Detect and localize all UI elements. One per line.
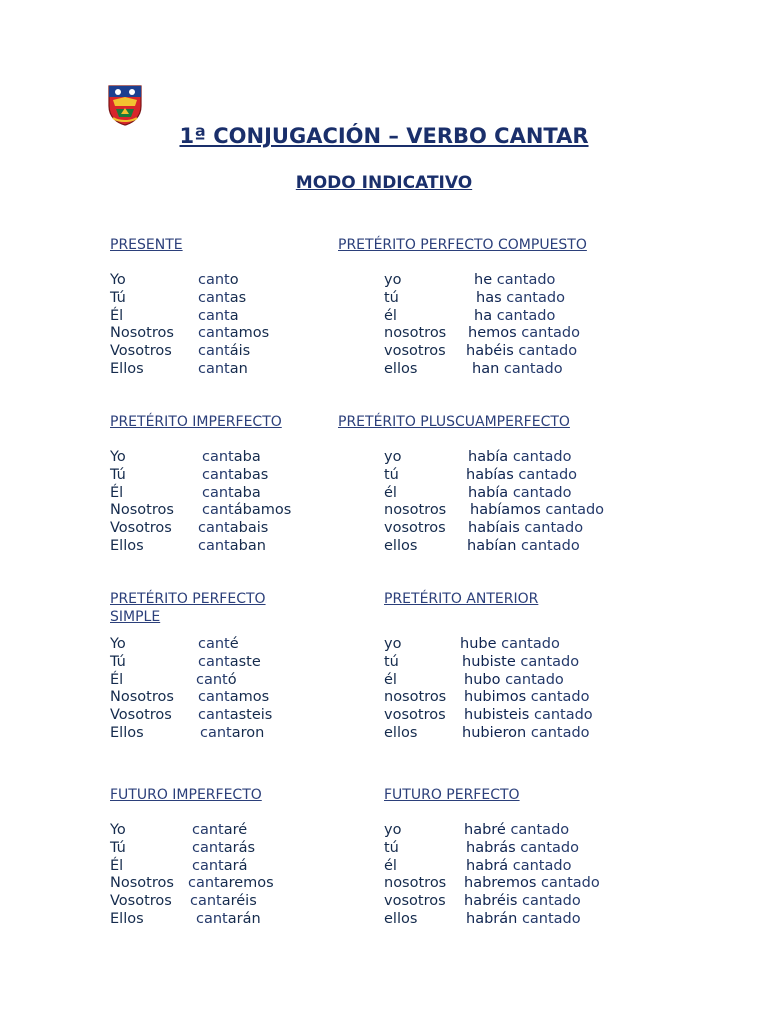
conjugation-row xyxy=(384,689,684,707)
verb-stem: cant xyxy=(200,724,232,741)
conjugation-row xyxy=(384,654,684,672)
participle: cantado xyxy=(521,537,580,554)
conjugation-row xyxy=(384,538,668,556)
verb-stem: cant xyxy=(192,822,224,838)
verb-ending: amos xyxy=(229,689,270,706)
verb-ending: arás xyxy=(223,839,256,856)
participle: cantado xyxy=(545,502,605,519)
participle: cantado xyxy=(530,724,590,741)
verb-stem: cant xyxy=(198,289,230,306)
section-title: FUTURO IMPERFECTO xyxy=(110,787,262,803)
auxiliary-verb: hubiste xyxy=(462,653,516,670)
verb-ending: aba xyxy=(233,484,261,501)
verb-stem: cant xyxy=(198,272,230,288)
auxiliary-verb: habíamos xyxy=(470,502,541,519)
auxiliary-verb: habíais xyxy=(468,520,520,537)
auxiliary-verb: habrá xyxy=(466,857,509,874)
verb-stem: cant xyxy=(188,875,220,892)
pronoun: ellos xyxy=(384,360,418,377)
participle: cantado xyxy=(541,875,600,892)
verb-stem: cant xyxy=(190,893,222,910)
pronoun: yo xyxy=(384,636,402,652)
conjugation-row xyxy=(384,822,684,840)
verb-stem: cant xyxy=(198,689,230,706)
conjugation-row xyxy=(384,502,668,520)
participle: cantado xyxy=(496,307,556,324)
section-title: PRESENTE xyxy=(110,237,183,253)
verb-stem: cant xyxy=(202,484,234,501)
section-title-line2: SIMPLE xyxy=(110,609,161,625)
verb-stem: cant xyxy=(198,636,230,652)
verb-ending: aréis xyxy=(221,893,257,910)
verb-ending: aban xyxy=(229,537,266,554)
verb-ending: as xyxy=(229,289,247,306)
pronoun: nosotros xyxy=(384,875,447,892)
section-title: PRETÉRITO PLUSCUAMPERFECTO xyxy=(338,414,570,430)
verb-ending: aré xyxy=(223,822,248,838)
section-preterito-perfecto-compuesto xyxy=(338,236,668,379)
conjugation-row xyxy=(384,520,668,538)
verb-stem: cant xyxy=(202,466,234,483)
verb-ending: ará xyxy=(223,857,248,874)
auxiliary-verb: habían xyxy=(467,537,517,554)
pronoun: nosotros xyxy=(384,325,447,342)
verb-ending: ábamos xyxy=(233,502,292,519)
participle: cantado xyxy=(512,449,572,465)
conjugation-row xyxy=(384,485,668,503)
auxiliary-verb: hemos xyxy=(468,325,517,342)
pronoun: tú xyxy=(384,466,399,483)
verb-ending: amos xyxy=(229,325,270,342)
conjugation-row xyxy=(384,467,668,485)
pronoun: Yo xyxy=(110,272,126,288)
participle: cantado xyxy=(533,707,593,724)
pronoun: tú xyxy=(384,289,399,306)
pronoun: Ellos xyxy=(110,360,144,377)
auxiliary-verb: hubisteis xyxy=(464,707,530,724)
verb-ending: arán xyxy=(227,910,261,927)
pronoun: Él xyxy=(110,671,124,688)
verb-ending: é xyxy=(229,636,239,652)
section-title: PRETÉRITO ANTERIOR xyxy=(384,591,539,607)
pronoun: yo xyxy=(384,822,402,838)
pronoun: Nosotros xyxy=(110,325,174,342)
conjugation-row xyxy=(384,636,684,654)
pronoun: él xyxy=(384,484,397,501)
participle: cantado xyxy=(503,360,563,377)
participle: cantado xyxy=(521,325,580,342)
pronoun: nosotros xyxy=(384,502,447,519)
pronoun: ellos xyxy=(384,537,418,554)
pronoun: ellos xyxy=(384,910,418,927)
verb-stem: cant xyxy=(192,857,224,874)
participle: cantado xyxy=(524,520,584,537)
auxiliary-verb: había xyxy=(468,449,509,465)
pronoun: ellos xyxy=(384,724,418,741)
pronoun: Ellos xyxy=(110,724,144,741)
pronoun: él xyxy=(384,307,397,324)
pronoun: tú xyxy=(384,839,399,856)
page-title: 1ª CONJUGACIÓN – VERBO CANTAR xyxy=(179,124,589,148)
verb-ending: abais xyxy=(229,520,269,537)
pronoun: Él xyxy=(110,307,124,324)
pronoun: Nosotros xyxy=(110,502,174,519)
pronoun: nosotros xyxy=(384,689,447,706)
pronoun: yo xyxy=(384,449,402,465)
auxiliary-verb: hube xyxy=(460,636,497,652)
pronoun: Tú xyxy=(110,466,126,483)
participle: cantado xyxy=(512,857,572,874)
conjugation-row xyxy=(384,290,668,308)
auxiliary-verb: has xyxy=(476,289,502,306)
conjugation-row xyxy=(384,911,684,929)
pronoun: Vosotros xyxy=(110,343,172,360)
conjugation-row xyxy=(384,725,684,743)
participle: cantado xyxy=(521,910,581,927)
conjugation-row xyxy=(384,840,684,858)
pronoun: Vosotros xyxy=(110,520,172,537)
pronoun: Yo xyxy=(110,449,126,465)
participle: cantado xyxy=(520,839,579,856)
pronoun: vosotros xyxy=(384,520,446,537)
verb-stem: cant xyxy=(198,325,230,342)
verb-stem: cant xyxy=(196,910,228,927)
pronoun: Nosotros xyxy=(110,875,174,892)
conjugation-row xyxy=(384,707,684,725)
pronoun: Ellos xyxy=(110,537,144,554)
conjugation-row xyxy=(384,858,684,876)
section-title: PRETÉRITO PERFECTO xyxy=(110,591,266,607)
auxiliary-verb: hubo xyxy=(464,671,501,688)
verb-stem: cant xyxy=(198,537,230,554)
verb-stem: cant xyxy=(192,839,224,856)
section-title: PRETÉRITO PERFECTO COMPUESTO xyxy=(338,237,587,253)
participle: cantado xyxy=(506,289,565,306)
pronoun: él xyxy=(384,671,397,688)
pronoun: Vosotros xyxy=(110,893,172,910)
pronoun: vosotros xyxy=(384,893,446,910)
conjugation-row xyxy=(384,343,668,361)
section-preterito-anterior xyxy=(384,590,684,743)
pronoun: Él xyxy=(110,857,124,874)
verb-ending: ó xyxy=(227,671,237,688)
verb-ending: aste xyxy=(229,653,261,670)
verb-stem: cant xyxy=(196,671,228,688)
pronoun: Vosotros xyxy=(110,707,172,724)
conjugation-row xyxy=(384,672,684,690)
auxiliary-verb: hubieron xyxy=(462,724,527,741)
pronoun: vosotros xyxy=(384,343,446,360)
participle: cantado xyxy=(501,636,560,652)
participle: cantado xyxy=(505,671,564,688)
verb-ending: aba xyxy=(233,449,261,465)
verb-stem: cant xyxy=(198,307,230,324)
pronoun: Yo xyxy=(110,636,126,652)
verb-ending: abas xyxy=(233,466,269,483)
auxiliary-verb: hubimos xyxy=(464,689,527,706)
verb-stem: cant xyxy=(198,360,230,377)
participle: cantado xyxy=(496,272,556,288)
auxiliary-verb: habrás xyxy=(466,839,516,856)
verb-ending: o xyxy=(229,272,239,288)
pronoun: Ellos xyxy=(110,910,144,927)
auxiliary-verb: he xyxy=(474,272,493,288)
participle: cantado xyxy=(522,893,581,910)
pronoun: tú xyxy=(384,653,399,670)
verb-ending: an xyxy=(229,360,248,377)
verb-stem: cant xyxy=(202,502,234,519)
auxiliary-verb: habréis xyxy=(464,893,518,910)
auxiliary-verb: habéis xyxy=(466,343,514,360)
verb-stem: cant xyxy=(198,707,230,724)
auxiliary-verb: habremos xyxy=(464,875,537,892)
participle: cantado xyxy=(520,653,580,670)
participle: cantado xyxy=(518,343,578,360)
participle: cantado xyxy=(510,822,570,838)
pronoun: Él xyxy=(110,484,124,501)
verb-stem: cant xyxy=(198,343,230,360)
section-title: FUTURO PERFECTO xyxy=(384,787,520,803)
verb-stem: cant xyxy=(202,449,234,465)
pronoun: él xyxy=(384,857,397,874)
auxiliary-verb: habré xyxy=(464,822,506,838)
auxiliary-verb: habías xyxy=(466,466,514,483)
section-title: PRETÉRITO IMPERFECTO xyxy=(110,414,282,430)
conjugation-row xyxy=(384,272,668,290)
participle: cantado xyxy=(512,484,572,501)
coat-of-arms-logo xyxy=(107,84,143,126)
verb-ending: áis xyxy=(229,343,251,360)
pronoun: Nosotros xyxy=(110,689,174,706)
verb-ending: asteis xyxy=(229,707,273,724)
auxiliary-verb: han xyxy=(472,360,500,377)
participle: cantado xyxy=(518,466,578,483)
section-futuro-perfecto xyxy=(384,786,684,929)
verb-ending: aremos xyxy=(219,875,274,892)
conjugation-row xyxy=(384,875,684,893)
verb-stem: cant xyxy=(198,520,230,537)
auxiliary-verb: había xyxy=(468,484,509,501)
auxiliary-verb: ha xyxy=(474,307,493,324)
conjugation-row xyxy=(384,893,684,911)
verb-stem: cant xyxy=(198,653,230,670)
conjugation-row xyxy=(384,361,668,379)
pronoun: Yo xyxy=(110,822,126,838)
conjugation-row xyxy=(384,308,668,326)
verb-ending: a xyxy=(229,307,239,324)
auxiliary-verb: habrán xyxy=(466,910,518,927)
pronoun: vosotros xyxy=(384,707,446,724)
pronoun: Tú xyxy=(110,653,126,670)
participle: cantado xyxy=(530,689,590,706)
pronoun: yo xyxy=(384,272,402,288)
verb-ending: aron xyxy=(231,724,265,741)
conjugation-row xyxy=(384,325,668,343)
page-subtitle: MODO INDICATIVO xyxy=(295,173,473,193)
conjugation-row xyxy=(384,449,668,467)
pronoun: Tú xyxy=(110,839,126,856)
section-preterito-pluscuamperfecto xyxy=(338,413,668,556)
pronoun: Tú xyxy=(110,289,126,306)
